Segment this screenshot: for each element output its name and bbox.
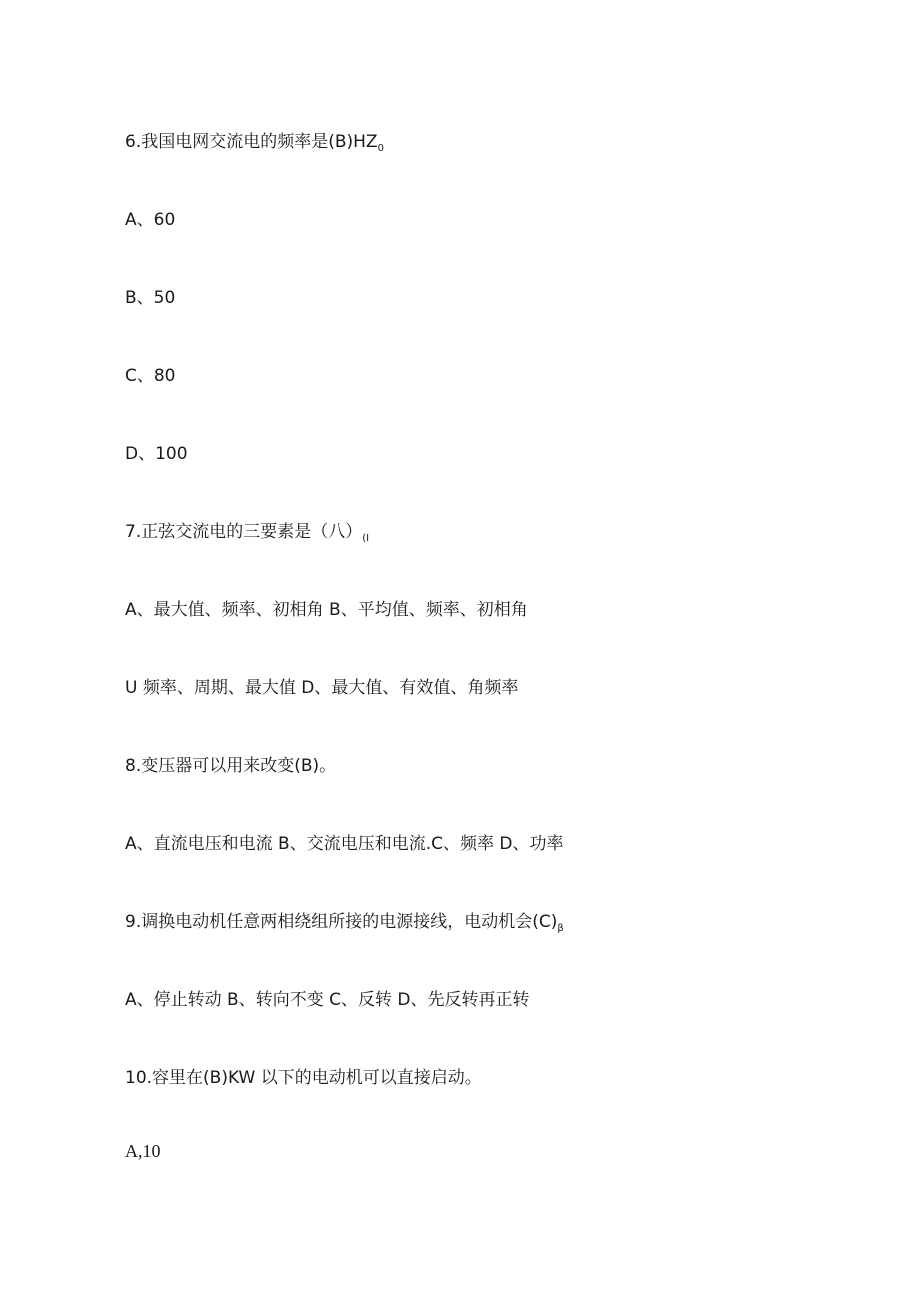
question-10-options-line-1: A,10 xyxy=(125,1141,161,1161)
question-6-option-a: A、60 xyxy=(125,210,176,230)
question-9-stem xyxy=(125,911,564,940)
question-6-stem xyxy=(125,131,384,160)
question-7-options-line-1: A、最大值、频率、初相角 B、平均值、频率、初相角 xyxy=(125,600,528,620)
question-9-text: 9.调换电动机任意两相绕组所接的电源接线，电动机会(C) xyxy=(125,912,558,932)
question-9-options-line-1: A、停止转动 B、转向不变 C、反转 D、先反转再正转 xyxy=(125,990,530,1010)
question-8-options-line-1: A、直流电压和电流 B、交流电压和电流.C、频率 D、功率 xyxy=(125,834,564,854)
question-7-options-line-2: U 频率、周期、最大值 D、最大值、有效值、角频率 xyxy=(125,678,519,698)
question-7-text: 7.正弦交流电的三要素是（八） xyxy=(125,522,363,542)
question-10-stem: 10.容里在(B)KW 以下的电动机可以直接启动。 xyxy=(125,1068,482,1088)
question-6-text: 6.我国电网交流电的频率是(B)HZ xyxy=(125,132,378,152)
question-7-suffix: (I xyxy=(362,533,370,544)
question-6-suffix: 0 xyxy=(377,143,384,154)
question-7-stem xyxy=(125,521,369,550)
question-9-suffix: β xyxy=(557,923,564,934)
question-8-stem: 8.变压器可以用来改变(B)。 xyxy=(125,756,337,776)
question-6-option-c: C、80 xyxy=(125,366,176,386)
question-6-option-d: D、100 xyxy=(125,444,188,464)
question-6-option-b: B、50 xyxy=(125,288,176,308)
